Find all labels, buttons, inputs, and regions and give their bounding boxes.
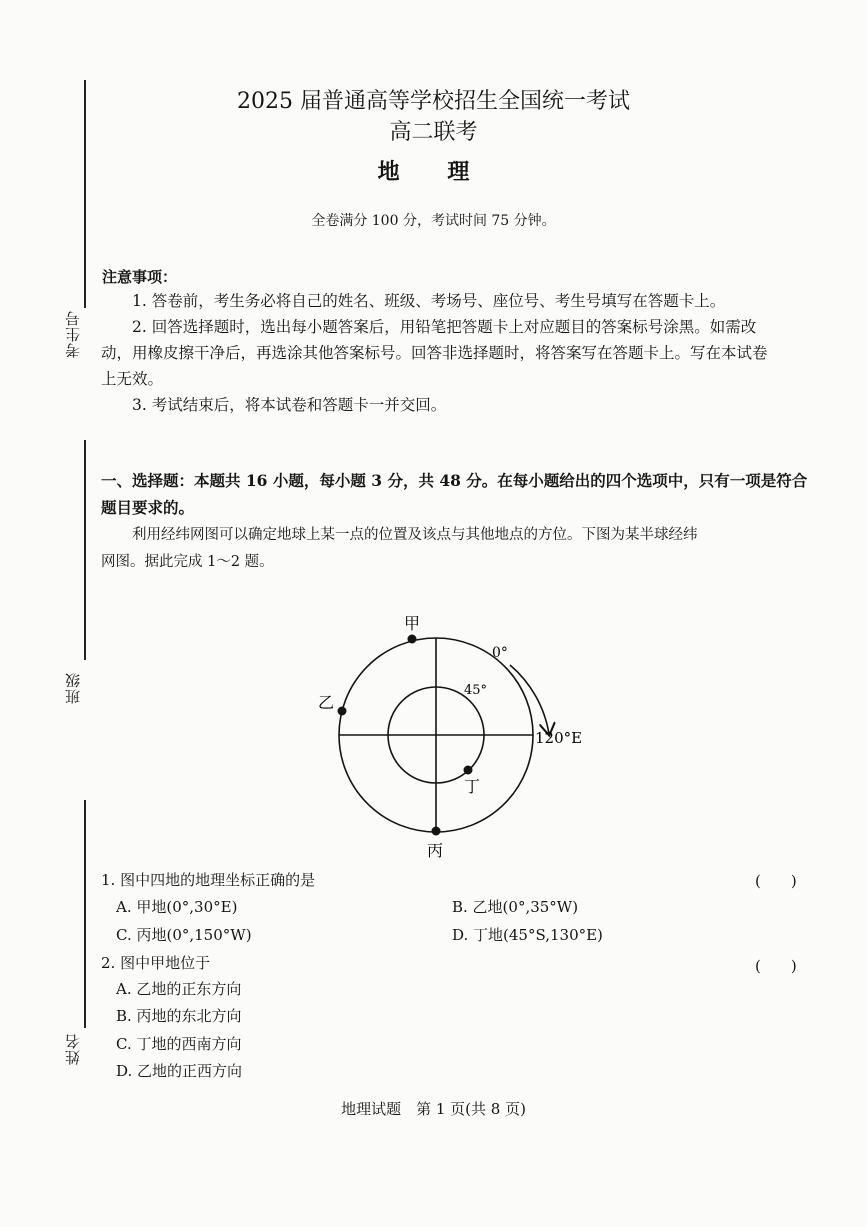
- question-2-option-a[interactable]: A. 乙地的正东方向: [116, 980, 242, 998]
- question-2-option-c[interactable]: C. 丁地的西南方向: [116, 1035, 242, 1053]
- label-120e: 120°E: [535, 729, 583, 747]
- notice-heading: 注意事项：: [102, 268, 178, 286]
- subject-title: 地 理: [377, 159, 490, 185]
- question-1-stem: 1. 图中四地的地理坐标正确的是: [101, 871, 316, 889]
- intro-line-2: 网图。据此完成 1～2 题。: [101, 554, 274, 570]
- label-45-deg: 45°: [464, 683, 488, 698]
- notice-item-3: 3. 考试结束后，将本试卷和答题卡一并交回。: [132, 396, 447, 414]
- question-1-option-c[interactable]: C. 丙地(0°,150°W): [116, 926, 252, 944]
- question-2-option-d[interactable]: D. 乙地的正西方向: [116, 1062, 243, 1080]
- label-bing: 丙: [427, 841, 444, 860]
- section-heading-line-1: 一、选择题：本题共 16 小题，每小题 3 分，共 48 分。在每小题给出的四个选项中，只有一项是符合: [101, 471, 808, 490]
- section-heading-line-2: 题目要求的。: [101, 498, 195, 517]
- point-bing: [432, 827, 441, 836]
- class-label: 班级: [64, 672, 82, 704]
- point-ding: [464, 766, 473, 775]
- notice-item-2-line-3: 上无效。: [101, 370, 164, 388]
- label-0-deg: 0°: [492, 645, 508, 661]
- label-jia: 甲: [404, 614, 421, 633]
- question-1-answer-bracket[interactable]: ( ): [755, 872, 797, 890]
- notice-item-2-line-2: 动，用橡皮擦干净后，再选涂其他答案标号。回答非选择题时，将答案写在答题卡上。写在本试卷: [101, 344, 768, 362]
- question-1-option-b[interactable]: B. 乙地(0°,35°W): [452, 898, 579, 916]
- point-yi: [338, 707, 347, 716]
- question-2-answer-bracket[interactable]: ( ): [755, 957, 797, 975]
- question-2-option-b[interactable]: B. 丙地的东北方向: [116, 1007, 242, 1025]
- point-jia: [408, 635, 417, 644]
- exam-subtitle: 高二联考: [389, 120, 478, 145]
- label-ding: 丁: [464, 777, 481, 796]
- hemisphere-grid-figure: [300, 605, 600, 865]
- binding-line-bottom: [84, 800, 86, 1028]
- question-2-stem: 2. 图中甲地位于: [101, 954, 211, 972]
- label-yi: 乙: [318, 693, 335, 712]
- name-label: 姓名: [64, 1033, 82, 1065]
- rotation-arrow: [510, 665, 549, 734]
- question-1-option-a[interactable]: A. 甲地(0°,30°E): [116, 898, 238, 916]
- notice-item-1: 1. 答卷前，考生务必将自己的姓名、班级、考场号、座位号、考生号填写在答题卡上。: [132, 292, 726, 310]
- exam-title: 2025 届普通高等学校招生全国统一考试: [237, 89, 630, 114]
- notice-item-2-line-1: 2. 回答选择题时，选出每小题答案后，用铅笔把答题卡上对应题目的答案标号涂黑。如需改: [132, 318, 757, 336]
- exam-info: 全卷满分 100 分，考试时间 75 分钟。: [311, 213, 556, 229]
- exam-number-label: 考生号: [64, 310, 82, 358]
- page-footer: 地理试题 第 1 页(共 8 页): [341, 1100, 526, 1118]
- question-1-option-d[interactable]: D. 丁地(45°S,130°E): [452, 926, 603, 944]
- intro-line-1: 利用经纬网图可以确定地球上某一点的位置及该点与其他地点的方位。下图为某半球经纬: [132, 527, 698, 543]
- binding-line-middle: [84, 440, 86, 660]
